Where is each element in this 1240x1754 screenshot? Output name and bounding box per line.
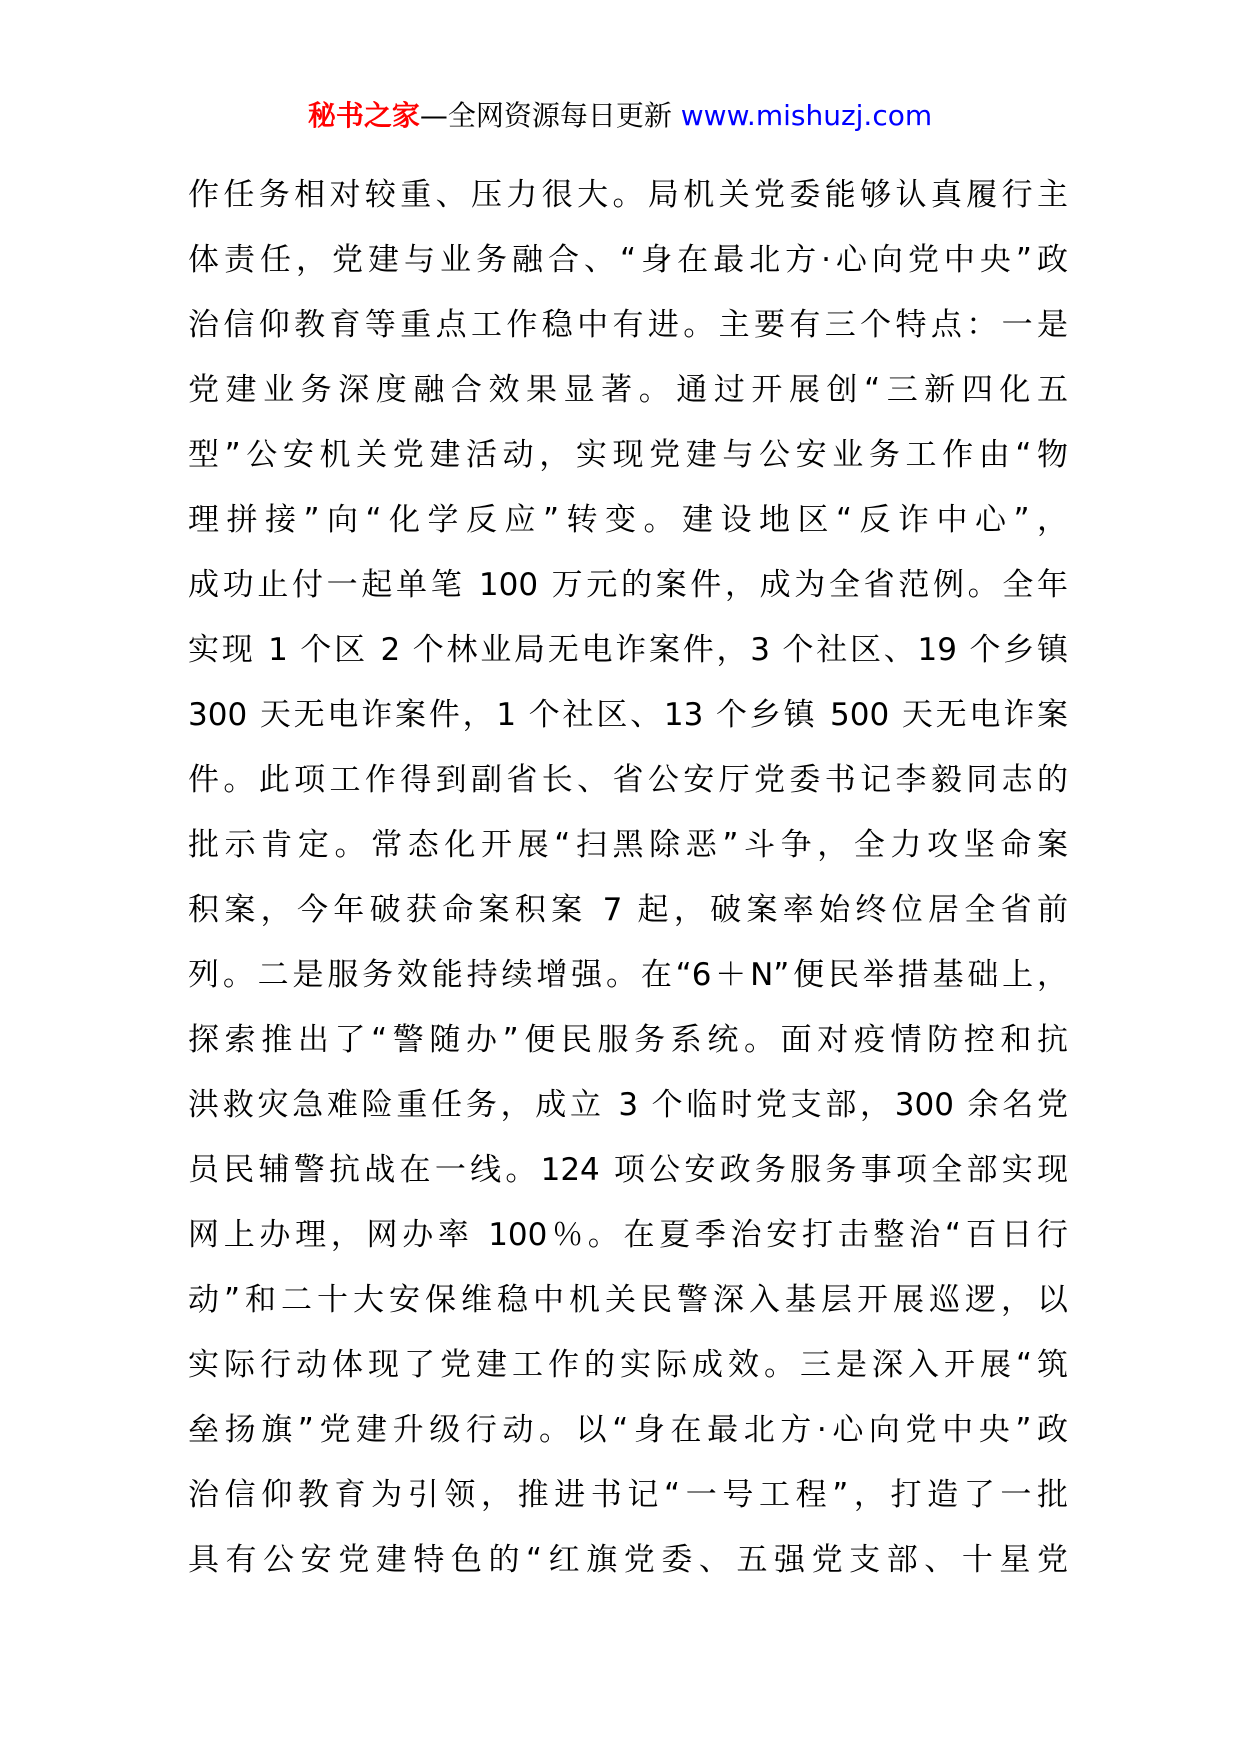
body-line: 治信仰教育等重点工作稳中有进。主要有三个特点：一是: [188, 307, 1068, 343]
body-line: 300 天无电诈案件，1 个社区、13 个乡镇 500 天无电诈案: [188, 697, 1068, 733]
body-line: 批示肯定。常态化开展“扫黑除恶”斗争，全力攻坚命案: [188, 827, 1068, 863]
body-line: 网上办理，网办率 100％。在夏季治安打击整治“百日行: [188, 1217, 1068, 1253]
site-url-link[interactable]: www.mishuzj.com: [680, 99, 933, 132]
body-line: 成功止付一起单笔 100 万元的案件，成为全省范例。全年: [188, 567, 1068, 603]
body-line: 动”和二十大安保维稳中机关民警深入基层开展巡逻，以: [188, 1282, 1068, 1318]
body-line: 作任务相对较重、压力很大。局机关党委能够认真履行主: [188, 177, 1068, 213]
body-line: 实际行动体现了党建工作的实际成效。三是深入开展“筑: [188, 1347, 1068, 1383]
body-line: 探索推出了“警随办”便民服务系统。面对疫情防控和抗: [188, 1022, 1068, 1058]
body-line: 洪救灾急难险重任务，成立 3 个临时党支部，300 余名党: [188, 1087, 1068, 1123]
body-line: 党建业务深度融合效果显著。通过开展创“三新四化五: [188, 372, 1068, 408]
body-line: 列。二是服务效能持续增强。在“6＋N”便民举措基础上，: [188, 957, 1068, 993]
document-body: [188, 163, 1068, 1593]
body-line: 型”公安机关党建活动，实现党建与公安业务工作由“物: [188, 437, 1068, 473]
site-header: [0, 96, 1240, 136]
brand-name: 秘书之家: [307, 99, 420, 132]
body-line: 积案，今年破获命案积案 7 起，破案率始终位居全省前: [188, 892, 1068, 928]
body-line: 实现 1 个区 2 个林业局无电诈案件，3 个社区、19 个乡镇: [188, 632, 1068, 668]
body-line: 垒扬旗”党建升级行动。以“身在最北方·心向党中央”政: [188, 1412, 1068, 1448]
header-tagline: —全网资源每日更新: [419, 99, 681, 132]
body-line: 具有公安党建特色的“红旗党委、五强党支部、十星党: [188, 1542, 1068, 1578]
body-line: 理拼接”向“化学反应”转变。建设地区“反诈中心”，: [188, 502, 1068, 538]
body-line: 员民辅警抗战在一线。124 项公安政务服务事项全部实现: [188, 1152, 1068, 1188]
body-line: 体责任，党建与业务融合、“身在最北方·心向党中央”政: [188, 242, 1068, 278]
body-line: 治信仰教育为引领，推进书记“一号工程”，打造了一批: [188, 1477, 1068, 1513]
body-line: 件。此项工作得到副省长、省公安厅党委书记李毅同志的: [188, 762, 1068, 798]
